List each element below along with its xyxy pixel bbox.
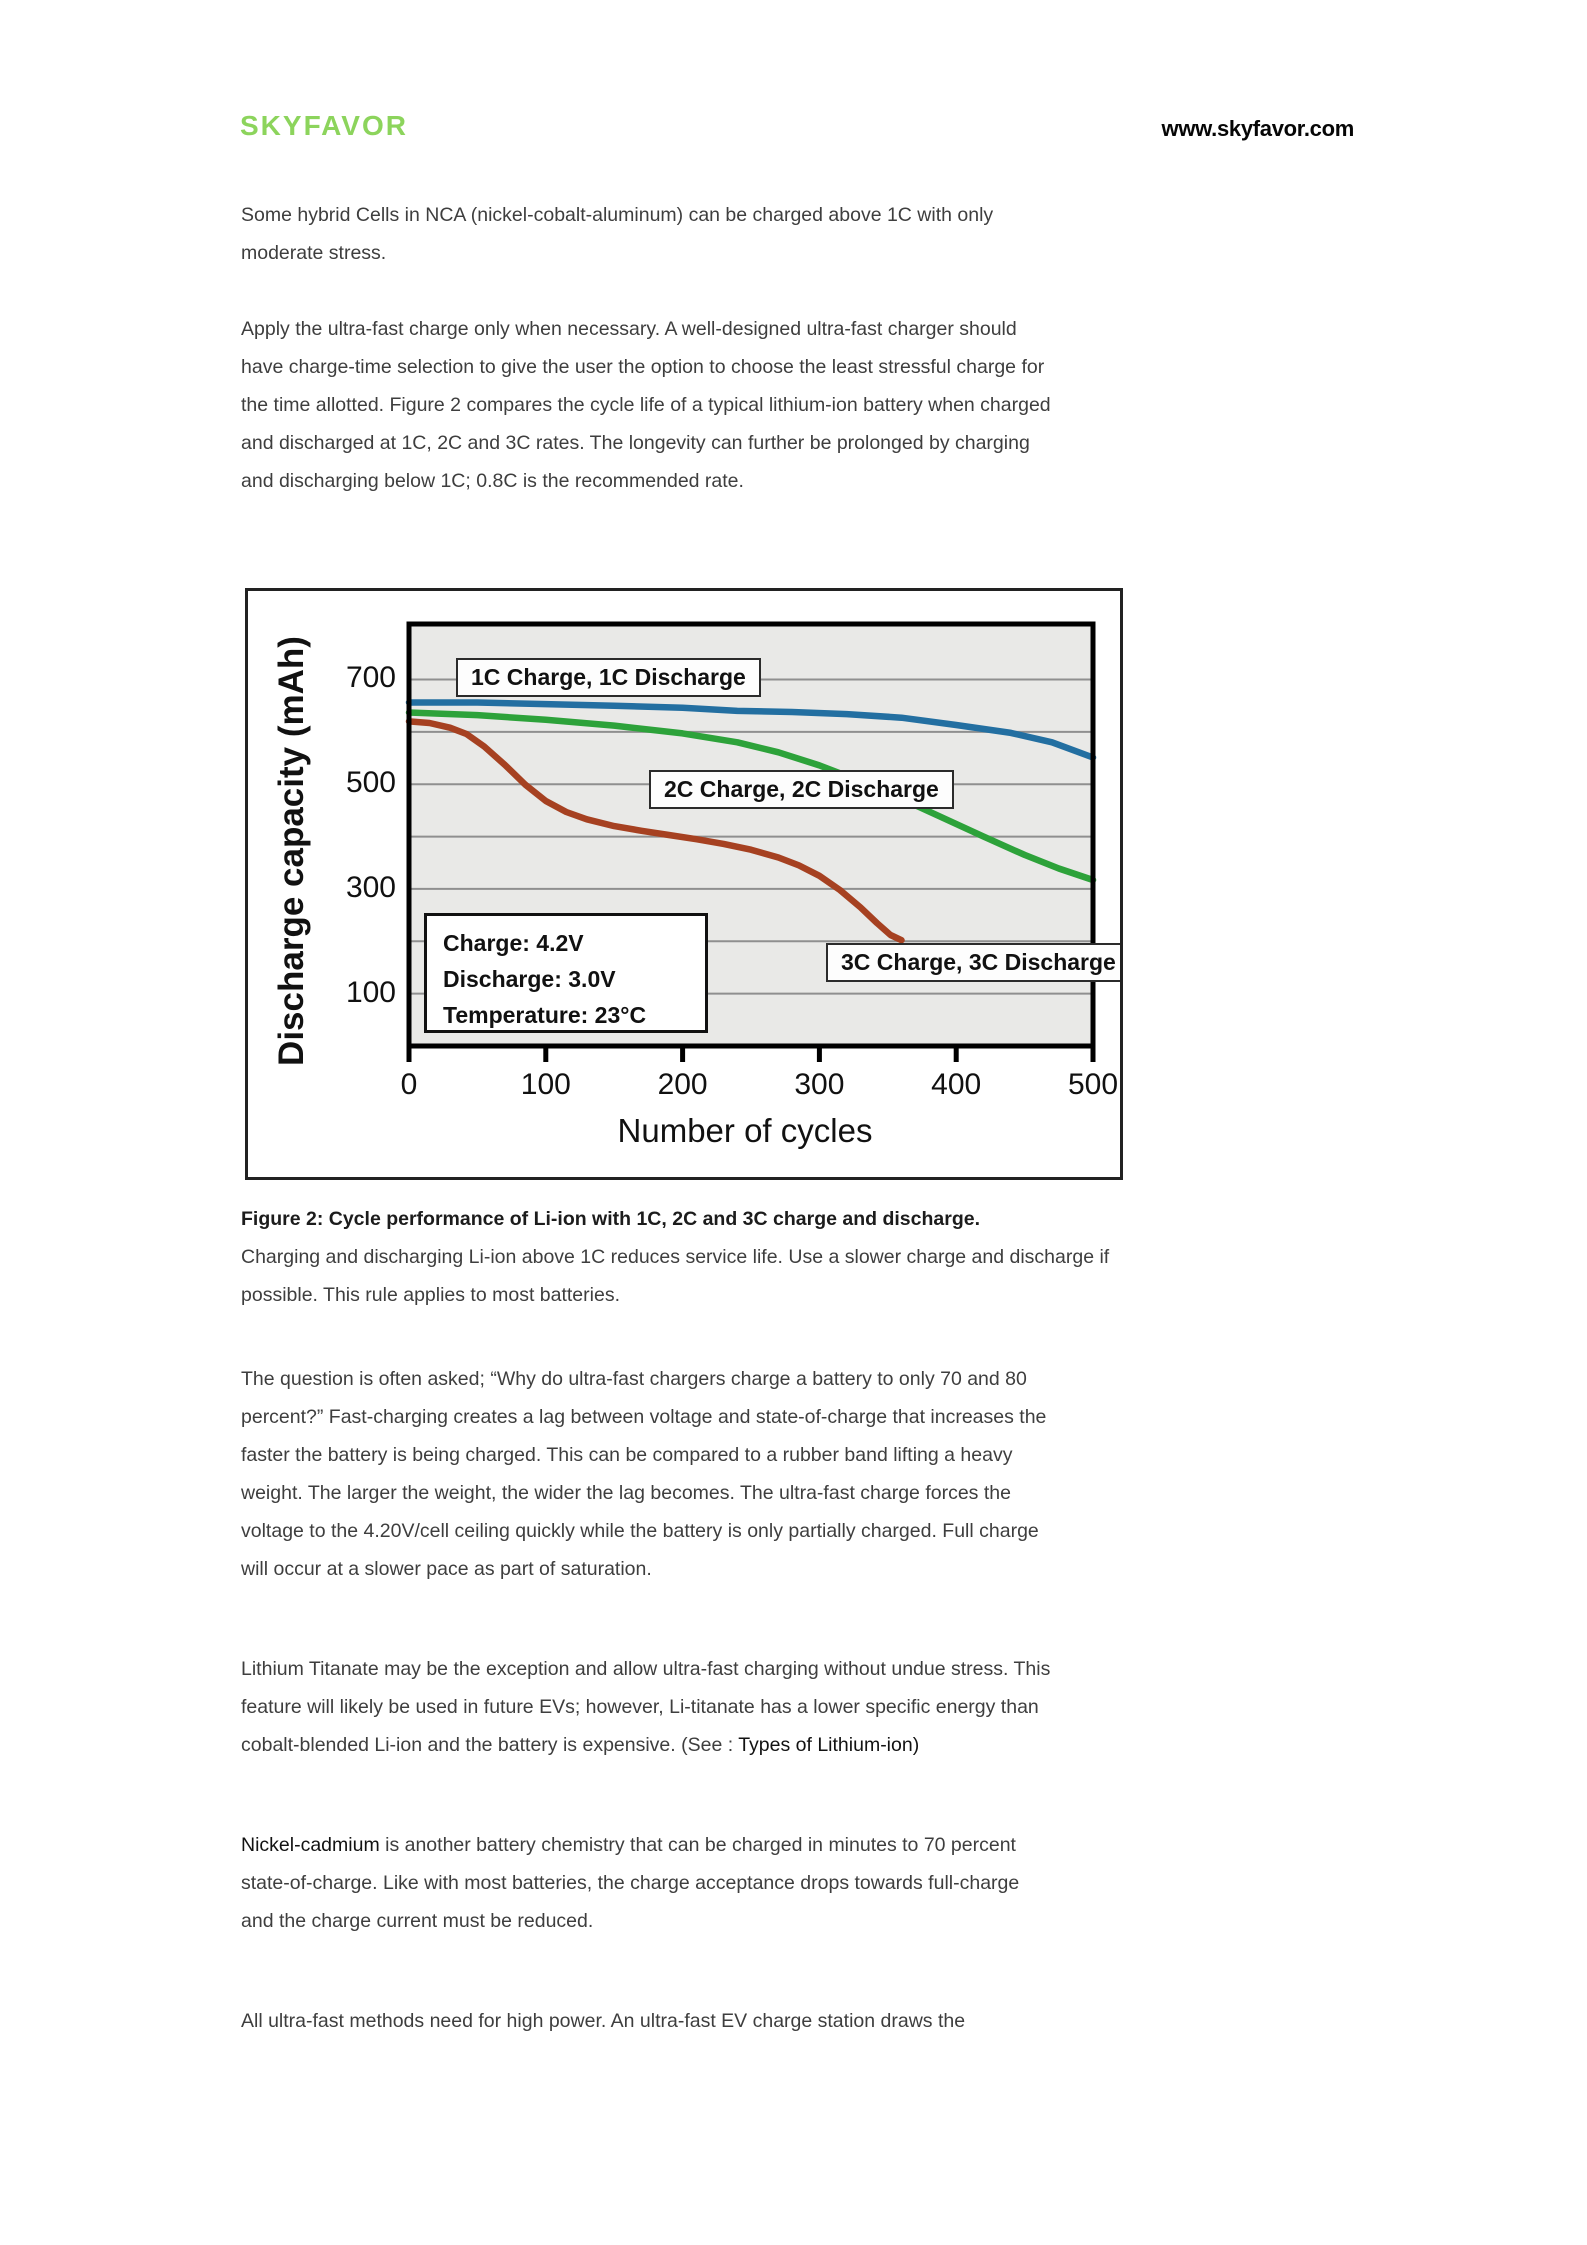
text-line: percent?” Fast-charging creates a lag between voltage and state-of-charge that increases the xyxy=(241,1406,1047,1428)
text-line: and discharging below 1C; 0.8C is the recommended rate. xyxy=(241,470,744,492)
figure-caption xyxy=(241,1200,1451,1314)
text-line xyxy=(241,1726,1451,1764)
paragraph-ultrafast-charge xyxy=(241,310,1451,500)
text-line: have charge-time selection to give the user the option to choose the least stressful charge for xyxy=(241,356,1045,378)
series-label-2c: 2C Charge, 2C Discharge xyxy=(649,770,954,809)
y-axis-title: Discharge capacity (mAh) xyxy=(272,636,311,1066)
text-line: and discharged at 1C, 2C and 3C rates. The longevity can further be prolonged by charging xyxy=(241,432,1030,454)
y-tick-label: 700 xyxy=(345,661,396,695)
text-segment: cobalt-blended Li-ion and the battery is expensive. (See : xyxy=(241,1734,739,1756)
y-tick-label: 300 xyxy=(345,870,396,904)
discharge-condition: Discharge: 3.0V xyxy=(443,966,616,992)
text-line: and the charge current must be reduced. xyxy=(241,1910,594,1932)
types-of-lithium-ion-link[interactable]: Types of Lithium-ion) xyxy=(738,1734,920,1756)
text-line: feature will likely be used in future EVs; however, Li-titanate has a lower specific energy than xyxy=(241,1696,1039,1718)
text-line xyxy=(241,1826,1451,1864)
text-line: faster the battery is being charged. This can be compared to a rubber band lifting a heavy xyxy=(241,1444,1013,1466)
caption-title: Figure 2: Cycle performance of Li-ion with 1C, 2C and 3C charge and discharge. xyxy=(241,1208,980,1230)
paragraph-nca xyxy=(241,196,1451,272)
charge-condition: Charge: 4.2V xyxy=(443,930,584,956)
skyfavor-logo: SKYFAVOR xyxy=(240,110,408,141)
paragraph-high-power xyxy=(241,2002,1451,2040)
text-line: will occur at a slower pace as part of saturation. xyxy=(241,1558,652,1580)
text-line: All ultra-fast methods need for high power. An ultra-fast EV charge station draws the xyxy=(241,2010,966,2032)
x-tick-label: 100 xyxy=(520,1068,571,1101)
temperature-condition: Temperature: 23°C xyxy=(443,1002,647,1028)
text-line: weight. The larger the weight, the wider the lag becomes. The ultra-fast charge forces the xyxy=(241,1482,1011,1504)
test-conditions-box xyxy=(424,913,708,1033)
y-tick-label: 500 xyxy=(345,766,396,800)
x-tick-label: 200 xyxy=(657,1068,708,1101)
x-tick-label: 0 xyxy=(400,1068,418,1101)
text-line: moderate stress. xyxy=(241,242,387,264)
text-line: The question is often asked; “Why do ultra-fast chargers charge a battery to only 70 and 80 xyxy=(241,1368,1027,1390)
figure-2 xyxy=(245,588,1123,1180)
paragraph-nickel-cadmium xyxy=(241,1826,1451,1940)
text-line: Charging and discharging Li-ion above 1C reduces service life. Use a slower charge and discharge if xyxy=(241,1246,1110,1268)
text-line: Some hybrid Cells in NCA (nickel-cobalt-aluminum) can be charged above 1C with only xyxy=(241,204,994,226)
text-line: voltage to the 4.20V/cell ceiling quickly while the battery is only partially charged. Full charge xyxy=(241,1520,1039,1542)
text-line: Lithium Titanate may be the exception and allow ultra-fast charging without undue stress. This xyxy=(241,1658,1051,1680)
x-tick-label: 400 xyxy=(931,1068,982,1101)
text-segment: is another battery chemistry that can be charged in minutes to 70 percent xyxy=(379,1834,1016,1856)
x-tick-label: 300 xyxy=(794,1068,845,1101)
y-tick-label: 100 xyxy=(345,975,396,1009)
text-line: possible. This rule applies to most batteries. xyxy=(241,1284,620,1306)
x-tick-label: 500 xyxy=(1067,1068,1119,1101)
paragraph-lithium-titanate xyxy=(241,1650,1451,1764)
text-line: Apply the ultra-fast charge only when necessary. A well-designed ultra-fast charger should xyxy=(241,318,1017,340)
website-url[interactable]: www.skyfavor.com xyxy=(1161,116,1354,141)
text-line: the time allotted. Figure 2 compares the cycle life of a typical lithium-ion battery when charged xyxy=(241,394,1051,416)
x-axis-title: Number of cycles xyxy=(617,1112,873,1149)
series-label-1c: 1C Charge, 1C Discharge xyxy=(456,658,761,697)
series-label-3c: 3C Charge, 3C Discharge xyxy=(826,943,1123,982)
text-line: state-of-charge. Like with most batteries, the charge acceptance drops towards full-charge xyxy=(241,1872,1020,1894)
paragraph-question xyxy=(241,1360,1451,1588)
nickel-cadmium-link[interactable]: Nickel-cadmium xyxy=(241,1834,380,1856)
